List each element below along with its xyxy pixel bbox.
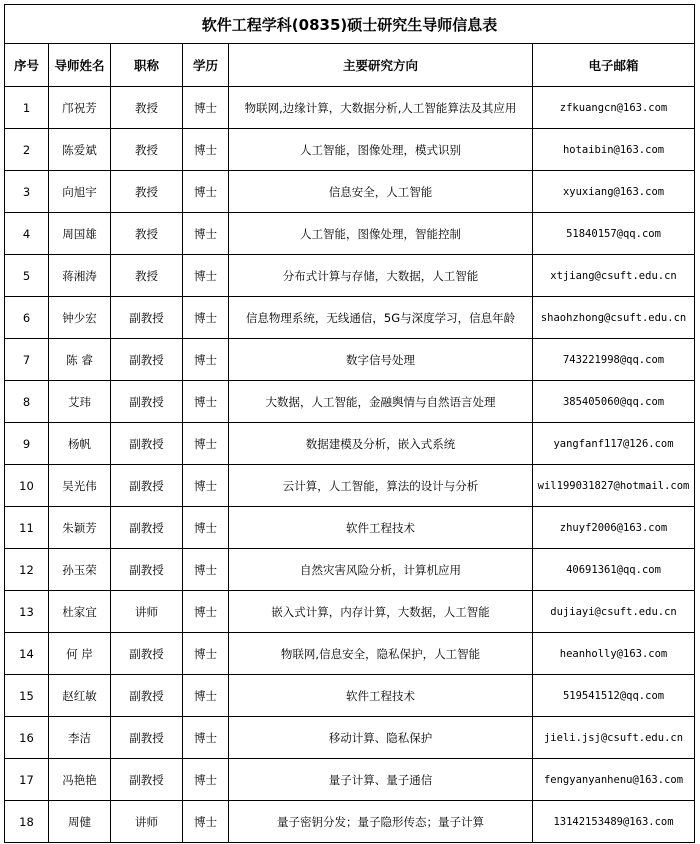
table-row <box>5 549 695 591</box>
table-row <box>5 591 695 633</box>
advisor-rank: 副教授 <box>111 549 183 591</box>
table-row <box>5 507 695 549</box>
advisor-name: 周国雄 <box>49 213 111 255</box>
advisor-rank: 教授 <box>111 87 183 129</box>
research-area: 量子计算、量子通信 <box>229 759 533 801</box>
advisor-table <box>4 4 695 843</box>
row-index: 14 <box>5 633 49 675</box>
advisor-degree: 博士 <box>183 633 229 675</box>
advisor-email: zhuyf2006@163.com <box>533 507 695 549</box>
advisor-name: 艾玮 <box>49 381 111 423</box>
row-index: 5 <box>5 255 49 297</box>
research-area: 数字信号处理 <box>229 339 533 381</box>
table-row <box>5 423 695 465</box>
row-index: 2 <box>5 129 49 171</box>
advisor-name: 周健 <box>49 801 111 843</box>
advisor-degree: 博士 <box>183 801 229 843</box>
table-row <box>5 339 695 381</box>
row-index: 8 <box>5 381 49 423</box>
advisor-name: 钟少宏 <box>49 297 111 339</box>
advisor-name: 杜家宜 <box>49 591 111 633</box>
advisor-degree: 博士 <box>183 759 229 801</box>
table-body <box>5 87 695 843</box>
header-name: 导师姓名 <box>49 44 111 87</box>
advisor-name: 吴光伟 <box>49 465 111 507</box>
advisor-rank: 副教授 <box>111 381 183 423</box>
advisor-email: jieli.jsj@csuft.edu.cn <box>533 717 695 759</box>
research-area: 分布式计算与存储，大数据，人工智能 <box>229 255 533 297</box>
row-index: 9 <box>5 423 49 465</box>
advisor-name: 杨帆 <box>49 423 111 465</box>
advisor-name: 李洁 <box>49 717 111 759</box>
advisor-rank: 副教授 <box>111 507 183 549</box>
advisor-degree: 博士 <box>183 171 229 213</box>
table-row <box>5 87 695 129</box>
research-area: 物联网,信息安全，隐私保护，人工智能 <box>229 633 533 675</box>
table-row <box>5 759 695 801</box>
table-row <box>5 213 695 255</box>
advisor-rank: 讲师 <box>111 801 183 843</box>
advisor-rank: 教授 <box>111 171 183 213</box>
row-index: 3 <box>5 171 49 213</box>
advisor-rank: 副教授 <box>111 633 183 675</box>
advisor-degree: 博士 <box>183 381 229 423</box>
table-row <box>5 171 695 213</box>
advisor-email: yangfanf117@126.com <box>533 423 695 465</box>
advisor-name: 朱颖芳 <box>49 507 111 549</box>
advisor-degree: 博士 <box>183 297 229 339</box>
advisor-degree: 博士 <box>183 591 229 633</box>
advisor-email: hotaibin@163.com <box>533 129 695 171</box>
advisor-email: 743221998@qq.com <box>533 339 695 381</box>
table-row <box>5 633 695 675</box>
advisor-degree: 博士 <box>183 507 229 549</box>
advisor-email: 40691361@qq.com <box>533 549 695 591</box>
row-index: 16 <box>5 717 49 759</box>
advisor-rank: 副教授 <box>111 297 183 339</box>
row-index: 12 <box>5 549 49 591</box>
advisor-email: 519541512@qq.com <box>533 675 695 717</box>
advisor-info-sheet <box>4 4 694 839</box>
research-area: 软件工程技术 <box>229 507 533 549</box>
advisor-email: shaohzhong@csuft.edu.cn <box>533 297 695 339</box>
table-row <box>5 255 695 297</box>
table-row <box>5 717 695 759</box>
advisor-email: heanholly@163.com <box>533 633 695 675</box>
advisor-degree: 博士 <box>183 213 229 255</box>
research-area: 大数据，人工智能，金融舆情与自然语言处理 <box>229 381 533 423</box>
advisor-email: zfkuangcn@163.com <box>533 87 695 129</box>
research-area: 物联网,边缘计算，大数据分析,人工智能算法及其应用 <box>229 87 533 129</box>
advisor-degree: 博士 <box>183 129 229 171</box>
header-index: 序号 <box>5 44 49 87</box>
research-area: 软件工程技术 <box>229 675 533 717</box>
row-index: 13 <box>5 591 49 633</box>
advisor-name: 邝祝芳 <box>49 87 111 129</box>
research-area: 数据建模及分析，嵌入式系统 <box>229 423 533 465</box>
advisor-name: 陈 睿 <box>49 339 111 381</box>
row-index: 4 <box>5 213 49 255</box>
advisor-rank: 副教授 <box>111 675 183 717</box>
row-index: 17 <box>5 759 49 801</box>
advisor-rank: 教授 <box>111 255 183 297</box>
table-row <box>5 675 695 717</box>
advisor-email: xyuxiang@163.com <box>533 171 695 213</box>
research-area: 自然灾害风险分析，计算机应用 <box>229 549 533 591</box>
advisor-email: 13142153489@163.com <box>533 801 695 843</box>
header-row <box>5 44 695 87</box>
advisor-name: 冯艳艳 <box>49 759 111 801</box>
advisor-degree: 博士 <box>183 717 229 759</box>
research-area: 信息安全，人工智能 <box>229 171 533 213</box>
table-row <box>5 129 695 171</box>
research-area: 量子密钥分发；量子隐形传态；量子计算 <box>229 801 533 843</box>
advisor-email: 51840157@qq.com <box>533 213 695 255</box>
advisor-rank: 副教授 <box>111 423 183 465</box>
row-index: 10 <box>5 465 49 507</box>
advisor-degree: 博士 <box>183 465 229 507</box>
row-index: 15 <box>5 675 49 717</box>
advisor-email: wil199031827@hotmail.com <box>533 465 695 507</box>
advisor-name: 赵红敏 <box>49 675 111 717</box>
table-title: 软件工程学科(0835)硕士研究生导师信息表 <box>5 5 695 44</box>
advisor-rank: 副教授 <box>111 759 183 801</box>
header-rank: 职称 <box>111 44 183 87</box>
research-area: 人工智能，图像处理，智能控制 <box>229 213 533 255</box>
research-area: 信息物理系统，无线通信，5G与深度学习，信息年龄 <box>229 297 533 339</box>
table-row <box>5 297 695 339</box>
advisor-rank: 教授 <box>111 129 183 171</box>
research-area: 移动计算、隐私保护 <box>229 717 533 759</box>
header-research: 主要研究方向 <box>229 44 533 87</box>
advisor-name: 陈爱斌 <box>49 129 111 171</box>
advisor-email: dujiayi@csuft.edu.cn <box>533 591 695 633</box>
research-area: 人工智能，图像处理，模式识别 <box>229 129 533 171</box>
research-area: 嵌入式计算，内存计算，大数据，人工智能 <box>229 591 533 633</box>
row-index: 1 <box>5 87 49 129</box>
table-row <box>5 381 695 423</box>
table-row <box>5 801 695 843</box>
advisor-name: 何 岸 <box>49 633 111 675</box>
row-index: 7 <box>5 339 49 381</box>
advisor-email: xtjiang@csuft.edu.cn <box>533 255 695 297</box>
table-row <box>5 465 695 507</box>
advisor-degree: 博士 <box>183 87 229 129</box>
advisor-name: 孙玉荣 <box>49 549 111 591</box>
header-email: 电子邮箱 <box>533 44 695 87</box>
advisor-name: 向旭宇 <box>49 171 111 213</box>
advisor-degree: 博士 <box>183 675 229 717</box>
advisor-degree: 博士 <box>183 339 229 381</box>
advisor-name: 蒋湘涛 <box>49 255 111 297</box>
row-index: 18 <box>5 801 49 843</box>
header-degree: 学历 <box>183 44 229 87</box>
row-index: 6 <box>5 297 49 339</box>
advisor-email: 385405060@qq.com <box>533 381 695 423</box>
advisor-degree: 博士 <box>183 423 229 465</box>
advisor-rank: 教授 <box>111 213 183 255</box>
advisor-degree: 博士 <box>183 255 229 297</box>
advisor-rank: 讲师 <box>111 591 183 633</box>
research-area: 云计算，人工智能，算法的设计与分析 <box>229 465 533 507</box>
advisor-degree: 博士 <box>183 549 229 591</box>
advisor-rank: 副教授 <box>111 717 183 759</box>
row-index: 11 <box>5 507 49 549</box>
advisor-rank: 副教授 <box>111 465 183 507</box>
advisor-email: fengyanyanhenu@163.com <box>533 759 695 801</box>
advisor-rank: 副教授 <box>111 339 183 381</box>
